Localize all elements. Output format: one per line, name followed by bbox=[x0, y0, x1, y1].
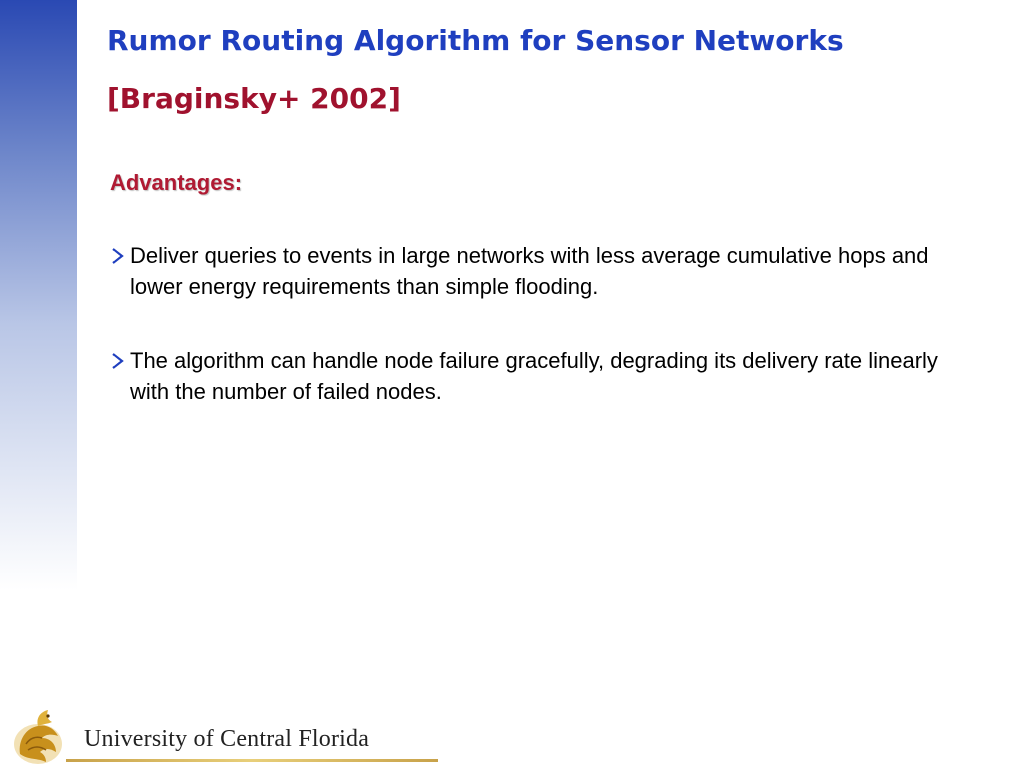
footer-divider bbox=[66, 759, 438, 762]
pegasus-logo-icon bbox=[8, 704, 68, 766]
slide-citation: [Braginsky+ 2002] bbox=[107, 82, 401, 115]
bullet-item bbox=[110, 345, 950, 407]
slide-title: Rumor Routing Algorithm for Sensor Networks bbox=[107, 24, 844, 57]
bullet-text: Deliver queries to events in large networks with less average cumulative hops and lower energy requirements than simple flooding. bbox=[130, 243, 929, 299]
bullet-item bbox=[110, 240, 950, 302]
footer-institution-name: University of Central Florida bbox=[84, 726, 370, 752]
bullet-text: The algorithm can handle node failure gracefully, degrading its delivery rate linearly with the number of failed nodes. bbox=[130, 348, 938, 404]
bullet-list bbox=[110, 240, 950, 450]
arrow-bullet-icon bbox=[110, 345, 126, 376]
sidebar-gradient-bar bbox=[0, 0, 77, 590]
arrow-bullet-icon bbox=[110, 240, 126, 271]
section-heading: Advantages: bbox=[110, 170, 243, 195]
